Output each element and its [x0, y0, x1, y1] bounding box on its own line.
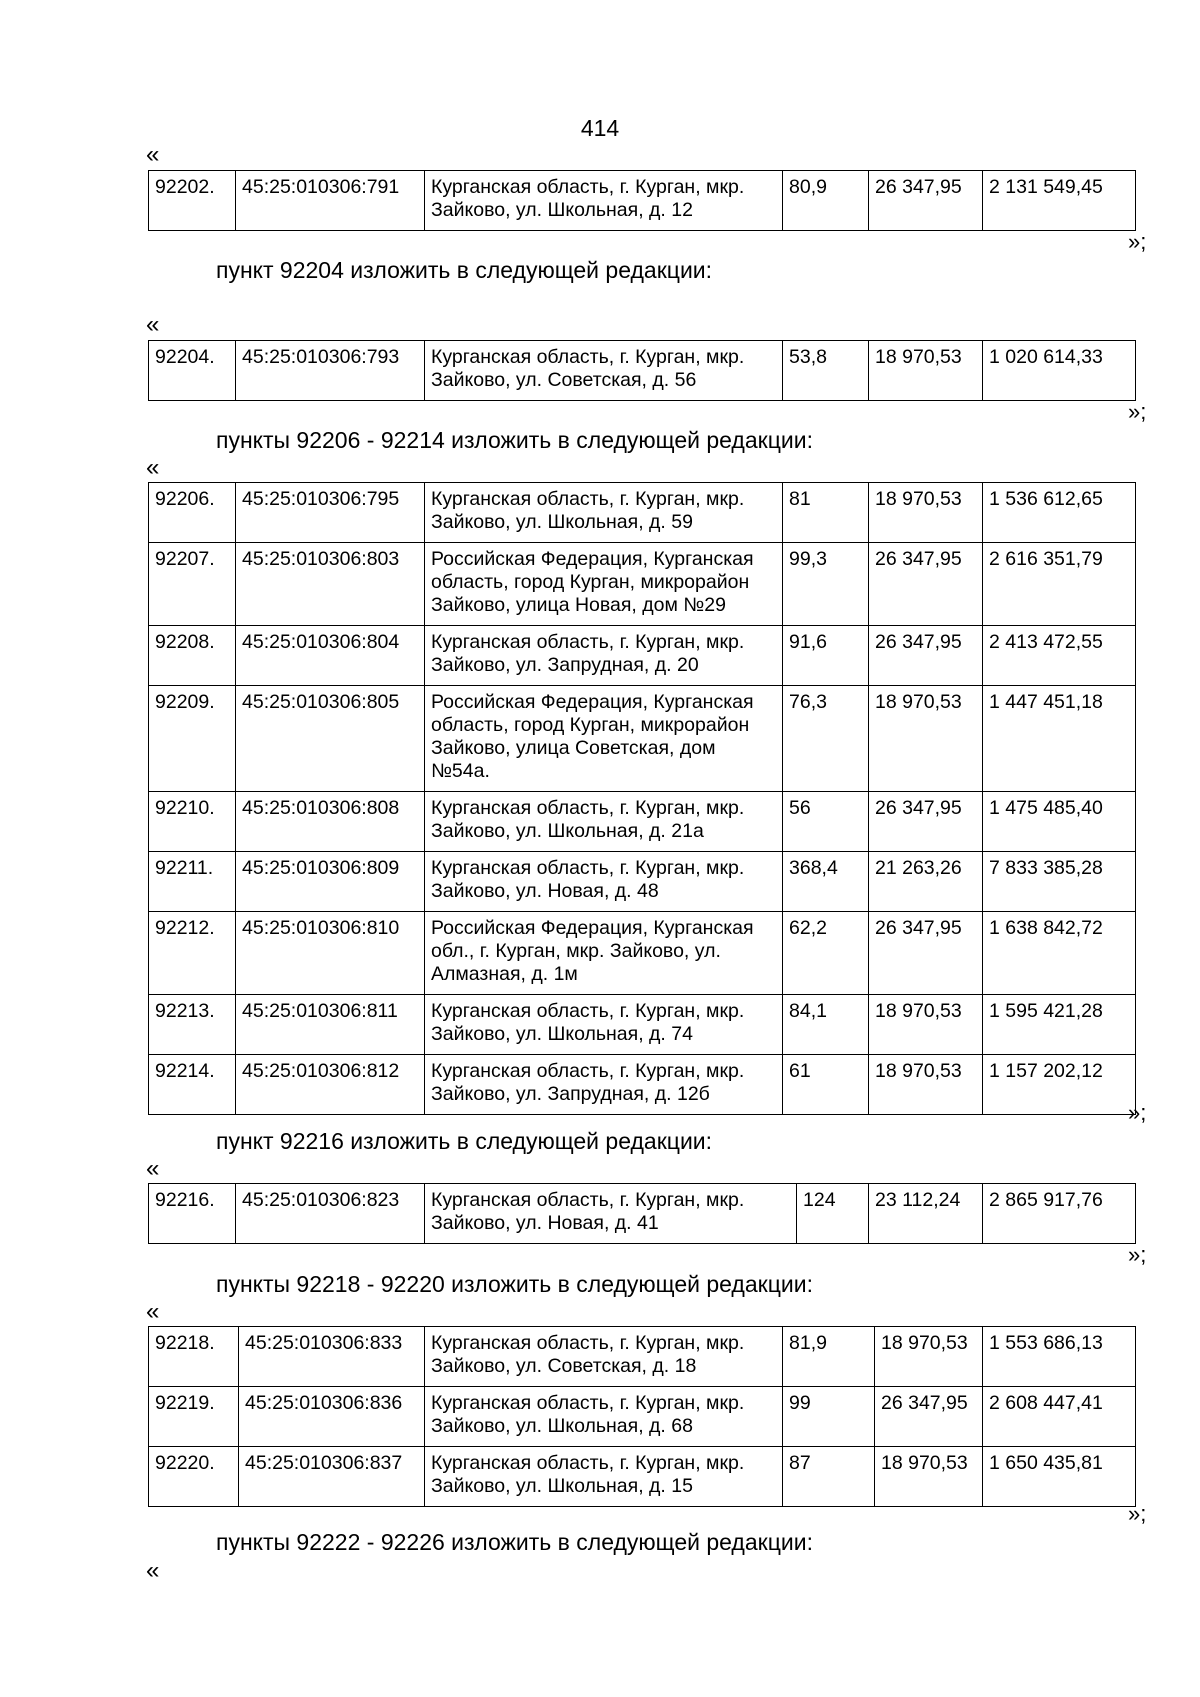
cell-area: 56 [783, 792, 869, 852]
cell-specific-value: 26 347,95 [869, 543, 983, 626]
cell-number: 92220. [149, 1447, 239, 1507]
cell-cadastral-number: 45:25:010306:809 [236, 852, 425, 912]
close-quote: »; [1128, 399, 1147, 424]
cell-area: 81,9 [783, 1327, 875, 1387]
cell-specific-value: 26 347,95 [869, 171, 983, 231]
cell-address: Курганская область, г. Курган, мкр. Зайково, ул. Школьная, д. 74 [425, 995, 783, 1055]
paragraph-instruction: пункты 92222 - 92226 изложить в следующей редакции: [216, 1529, 813, 1555]
cell-specific-value: 21 263,26 [869, 852, 983, 912]
table-row [149, 171, 1136, 231]
cell-area: 91,6 [783, 626, 869, 686]
cell-cadastral-value: 1 595 421,28 [983, 995, 1136, 1055]
cell-area: 84,1 [783, 995, 869, 1055]
open-quote: « [146, 141, 160, 168]
table-row [149, 1327, 1136, 1387]
cell-address: Курганская область, г. Курган, мкр. Зайково, ул. Школьная, д. 21а [425, 792, 783, 852]
cell-number: 92212. [149, 912, 236, 995]
table-block-1 [148, 340, 1136, 401]
cell-cadastral-number: 45:25:010306:795 [236, 483, 425, 543]
table-row [149, 1387, 1136, 1447]
cell-cadastral-number: 45:25:010306:812 [236, 1055, 425, 1115]
cell-address: Российская Федерация, Курганская область, город Курган, микрорайон Зайково, улица Новая, дом №29 [425, 543, 783, 626]
cell-address: Курганская область, г. Курган, мкр. Зайково, ул. Школьная, д. 15 [425, 1447, 783, 1507]
table-row [149, 1184, 1136, 1244]
cell-number: 92206. [149, 483, 236, 543]
open-quote: « [146, 1298, 160, 1325]
open-quote: « [146, 1557, 160, 1584]
cell-number: 92202. [149, 171, 236, 231]
cell-cadastral-value: 2 413 472,55 [983, 626, 1136, 686]
cell-cadastral-value: 1 475 485,40 [983, 792, 1136, 852]
cell-specific-value: 26 347,95 [869, 912, 983, 995]
cell-cadastral-number: 45:25:010306:836 [239, 1387, 425, 1447]
cell-cadastral-number: 45:25:010306:810 [236, 912, 425, 995]
cell-specific-value: 26 347,95 [869, 792, 983, 852]
table-row [149, 912, 1136, 995]
cell-cadastral-number: 45:25:010306:793 [236, 341, 425, 401]
cell-cadastral-number: 45:25:010306:804 [236, 626, 425, 686]
cell-specific-value: 23 112,24 [869, 1184, 983, 1244]
cell-area: 80,9 [783, 171, 869, 231]
cell-number: 92219. [149, 1387, 239, 1447]
cell-number: 92204. [149, 341, 236, 401]
paragraph-instruction: пункты 92206 - 92214 изложить в следующей редакции: [216, 427, 813, 453]
table-row [149, 341, 1136, 401]
cell-specific-value: 26 347,95 [869, 626, 983, 686]
cell-area: 81 [783, 483, 869, 543]
table-block-3 [148, 1183, 1136, 1244]
table-row [149, 1055, 1136, 1115]
cell-number: 92211. [149, 852, 236, 912]
table-block-0 [148, 170, 1136, 231]
cell-cadastral-value: 2 616 351,79 [983, 543, 1136, 626]
cell-specific-value: 18 970,53 [869, 341, 983, 401]
cell-cadastral-value: 2 608 447,41 [983, 1387, 1136, 1447]
cell-cadastral-value: 1 447 451,18 [983, 686, 1136, 792]
cell-address: Курганская область, г. Курган, мкр. Зайково, ул. Новая, д. 41 [425, 1184, 797, 1244]
cell-area: 87 [783, 1447, 875, 1507]
cell-specific-value: 18 970,53 [875, 1327, 983, 1387]
cell-area: 53,8 [783, 341, 869, 401]
cell-cadastral-value: 1 553 686,13 [983, 1327, 1136, 1387]
cell-area: 62,2 [783, 912, 869, 995]
cell-cadastral-number: 45:25:010306:823 [236, 1184, 425, 1244]
cell-address: Курганская область, г. Курган, мкр. Зайково, ул. Школьная, д. 68 [425, 1387, 783, 1447]
open-quote: « [146, 1155, 160, 1182]
table-row [149, 1447, 1136, 1507]
cell-number: 92214. [149, 1055, 236, 1115]
table-row [149, 792, 1136, 852]
cell-address: Курганская область, г. Курган, мкр. Зайково, ул. Запрудная, д. 20 [425, 626, 783, 686]
close-quote: »; [1128, 1100, 1147, 1125]
close-quote: »; [1128, 229, 1147, 254]
cell-area: 124 [797, 1184, 869, 1244]
cell-cadastral-number: 45:25:010306:791 [236, 171, 425, 231]
cell-address: Российская Федерация, Курганская обл., г. Курган, мкр. Зайково, ул. Алмазная, д. 1м [425, 912, 783, 995]
table-row [149, 543, 1136, 626]
cell-address: Курганская область, г. Курган, мкр. Зайково, ул. Советская, д. 56 [425, 341, 783, 401]
paragraph-instruction: пункты 92218 - 92220 изложить в следующей редакции: [216, 1271, 813, 1297]
cell-area: 99,3 [783, 543, 869, 626]
cell-cadastral-number: 45:25:010306:833 [239, 1327, 425, 1387]
cell-specific-value: 18 970,53 [869, 995, 983, 1055]
cell-cadastral-number: 45:25:010306:837 [239, 1447, 425, 1507]
cell-cadastral-value: 1 157 202,12 [983, 1055, 1136, 1115]
table-row [149, 626, 1136, 686]
page-number: 414 [580, 115, 620, 141]
cell-cadastral-value: 1 020 614,33 [983, 341, 1136, 401]
cell-number: 92210. [149, 792, 236, 852]
cell-number: 92216. [149, 1184, 236, 1244]
cell-cadastral-value: 1 650 435,81 [983, 1447, 1136, 1507]
cell-cadastral-number: 45:25:010306:808 [236, 792, 425, 852]
cell-area: 76,3 [783, 686, 869, 792]
cell-address: Курганская область, г. Курган, мкр. Зайково, ул. Школьная, д. 59 [425, 483, 783, 543]
cell-address: Курганская область, г. Курган, мкр. Зайково, ул. Советская, д. 18 [425, 1327, 783, 1387]
cell-specific-value: 26 347,95 [875, 1387, 983, 1447]
cell-number: 92218. [149, 1327, 239, 1387]
cell-cadastral-value: 2 131 549,45 [983, 171, 1136, 231]
cell-cadastral-number: 45:25:010306:811 [236, 995, 425, 1055]
cell-cadastral-value: 1 536 612,65 [983, 483, 1136, 543]
cell-specific-value: 18 970,53 [869, 1055, 983, 1115]
cell-cadastral-number: 45:25:010306:803 [236, 543, 425, 626]
cell-specific-value: 18 970,53 [869, 483, 983, 543]
close-quote: »; [1128, 1242, 1147, 1267]
cell-number: 92208. [149, 626, 236, 686]
close-quote: »; [1128, 1501, 1147, 1526]
cell-area: 368,4 [783, 852, 869, 912]
table-row [149, 995, 1136, 1055]
open-quote: « [146, 454, 160, 481]
cell-specific-value: 18 970,53 [875, 1447, 983, 1507]
table-row [149, 686, 1136, 792]
paragraph-instruction: пункт 92204 изложить в следующей редакции: [216, 257, 713, 283]
table-row [149, 852, 1136, 912]
cell-address: Российская Федерация, Курганская область, город Курган, микрорайон Зайково, улица Советская, дом №54а. [425, 686, 783, 792]
cell-address: Курганская область, г. Курган, мкр. Зайково, ул. Запрудная, д. 12б [425, 1055, 783, 1115]
cell-area: 61 [783, 1055, 869, 1115]
cell-cadastral-value: 1 638 842,72 [983, 912, 1136, 995]
cell-cadastral-value: 2 865 917,76 [983, 1184, 1136, 1244]
cell-address: Курганская область, г. Курган, мкр. Зайково, ул. Школьная, д. 12 [425, 171, 783, 231]
open-quote: « [146, 311, 160, 338]
table-row [149, 483, 1136, 543]
cell-area: 99 [783, 1387, 875, 1447]
table-block-4 [148, 1326, 1136, 1507]
cell-cadastral-number: 45:25:010306:805 [236, 686, 425, 792]
cell-specific-value: 18 970,53 [869, 686, 983, 792]
cell-cadastral-value: 7 833 385,28 [983, 852, 1136, 912]
cell-number: 92207. [149, 543, 236, 626]
cell-number: 92213. [149, 995, 236, 1055]
cell-address: Курганская область, г. Курган, мкр. Зайково, ул. Новая, д. 48 [425, 852, 783, 912]
paragraph-instruction: пункт 92216 изложить в следующей редакции: [216, 1128, 713, 1154]
cell-number: 92209. [149, 686, 236, 792]
table-block-2 [148, 482, 1136, 1115]
